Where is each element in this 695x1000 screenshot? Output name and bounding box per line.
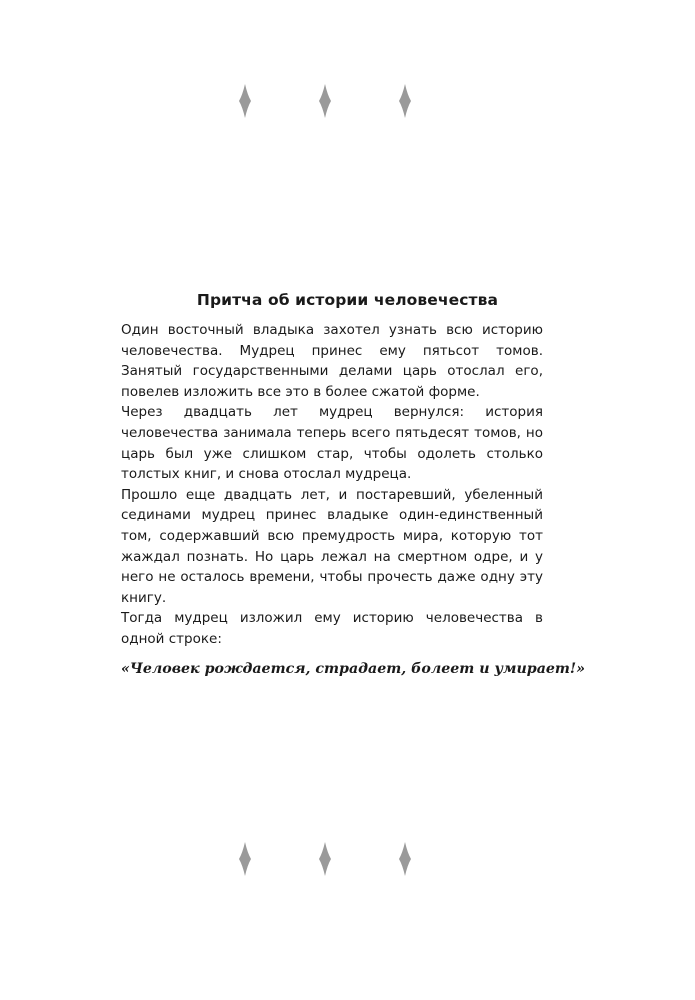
closing-quote: «Человек рождается, страдает, болеет и умирает!»	[121, 660, 586, 677]
bottom-ornament-row	[0, 842, 695, 876]
diamond-ornament-icon	[319, 842, 331, 876]
paragraph: Тогда мудрец изложил ему историю человечества в одной строке:	[121, 610, 543, 647]
paragraph: Один восточный владыка захотел узнать всю историю человечества. Мудрец принес ему пятьсот томов. Занятый государственными делами царь отослал его, повелев изложить все это в более сжатой форме.	[121, 322, 543, 400]
diamond-ornament-icon	[239, 84, 251, 118]
page-title: Притча об истории человечества	[196, 291, 499, 309]
top-ornament-row	[0, 84, 695, 118]
paragraph: Через двадцать лет мудрец вернулся: история человечества занимала теперь всего пятьдесят томов, но царь был уже слишком стар, чтобы одолеть столько толстых книг, и снова отослал мудреца.	[121, 404, 543, 483]
paragraph: Прошло еще двадцать лет, и постаревший, убеленный сединами мудрец принес владыке один-единственный том, содержавший всю премудрость мира, которую тот жаждал познать. Но царь лежал на смертном одре, и у него не осталось времени, чтобы прочесть даже одну эту книгу.	[121, 486, 543, 606]
diamond-ornament-icon	[399, 842, 411, 876]
parable-text	[121, 320, 586, 679]
diamond-ornament-icon	[239, 842, 251, 876]
diamond-ornament-icon	[399, 84, 411, 118]
diamond-ornament-icon	[319, 84, 331, 118]
